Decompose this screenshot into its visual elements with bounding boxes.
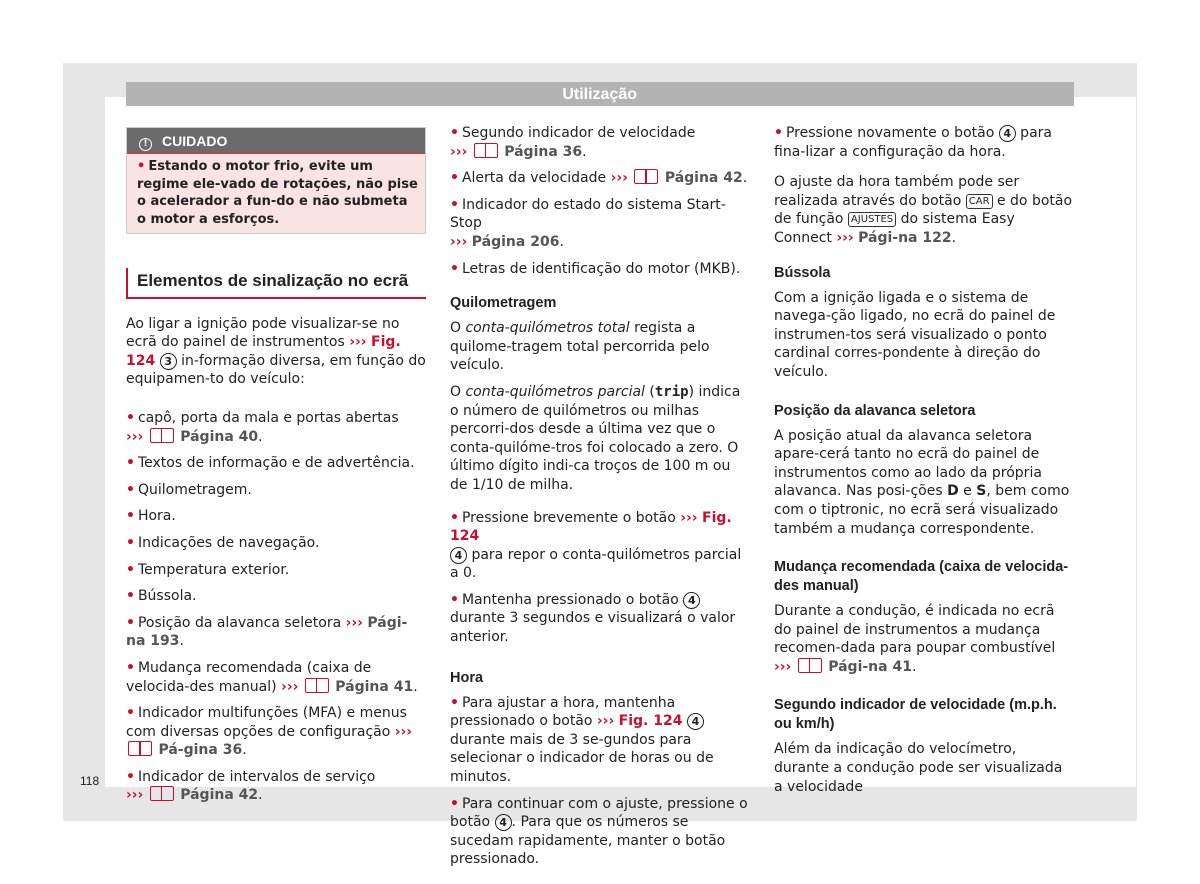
paragraph: O ajuste da hora também pode ser realizada através do botão CAR e do botão de função AJUSTES do sistema Easy Connect ››› Pági-na 122. bbox=[774, 174, 1073, 246]
list-item: • Letras de identificação do motor (MKB). bbox=[450, 260, 741, 277]
figure-link[interactable]: Fig. 124 bbox=[618, 713, 683, 730]
list-item: • Temperatura exterior. bbox=[126, 561, 290, 578]
list-item: • Textos de informação e de advertência. bbox=[126, 455, 415, 472]
chevron-right-icon: ››› bbox=[349, 334, 367, 351]
figure-link[interactable]: Fig. 124 bbox=[450, 509, 732, 545]
list-item: • Alerta da velocidade ››› Página 42. bbox=[450, 170, 748, 187]
subheading-mudanca: Mudança recomendada (caixa de velocida-des manual) bbox=[774, 559, 1069, 595]
callout-number: 4 bbox=[495, 814, 512, 831]
book-icon bbox=[474, 143, 498, 158]
list-item: • Para continuar com o ajuste, pressione o botão 4 . Para que os números se sucedam rapidamente, manter o botão pressionado. bbox=[450, 795, 748, 868]
chevron-right-icon: ››› bbox=[394, 723, 413, 740]
caution-header bbox=[127, 128, 425, 153]
subheading-bussola: Bússola bbox=[774, 264, 831, 281]
chevron-right-icon: ››› bbox=[450, 233, 468, 250]
list-item: • Posição da alavanca seletora ››› Pági-na 193. bbox=[126, 614, 408, 650]
figure-link[interactable]: Fig. 124 bbox=[126, 334, 401, 369]
list-item: • Pressione novamente o botão 4 para fina-lizar a configuração da hora. bbox=[774, 125, 1052, 160]
car-button-key: CAR bbox=[966, 194, 993, 209]
column-2 bbox=[450, 124, 750, 877]
callout-number: 4 bbox=[683, 592, 700, 609]
list-item: • Indicador do estado do sistema Start-Stop ››› Página 206. bbox=[450, 196, 726, 250]
book-icon bbox=[305, 678, 329, 693]
page-link[interactable]: Página 36 bbox=[504, 143, 583, 160]
intro-paragraph: Ao ligar a ignição pode visualizar-se no ecrã do painel de instrumentos ››› Fig. 124 3 in-formação diversa, em função do equipamen-to do veículo: bbox=[126, 315, 426, 388]
chevron-right-icon: ››› bbox=[450, 143, 468, 160]
book-icon bbox=[150, 428, 174, 443]
subheading-hora: Hora bbox=[450, 669, 484, 686]
caution-text: • Estando o motor frio, evite um regime ele-vado de rotações, não pise o acelerador a fun-do e não submeta o motor a esforços. bbox=[127, 153, 425, 233]
paragraph: Com a ignição ligada e o sistema de navega-ção ligado, no ecrã do painel de instrumen-tos será visualizado o ponto cardinal corres-pondente à direção do veículo. bbox=[774, 289, 1056, 380]
chevron-right-icon: ››› bbox=[680, 509, 698, 526]
bullet: • bbox=[137, 159, 146, 174]
column-1 bbox=[126, 124, 426, 813]
chevron-right-icon: ››› bbox=[836, 229, 854, 246]
caution-box bbox=[126, 127, 426, 234]
section-title: Elementos de sinalização no ecrã bbox=[126, 268, 426, 299]
paragraph: O conta-quilómetros total regista a quilome-tragem total percorrida pelo veículo. bbox=[450, 320, 710, 374]
list-item: • Mudança recomendada (caixa de velocida-des manual) ››› Página 41. bbox=[126, 659, 418, 695]
chevron-right-icon: ››› bbox=[774, 658, 792, 675]
chapter-header: Utilização bbox=[126, 82, 1074, 106]
list-item: • Hora. bbox=[126, 508, 176, 525]
page-number: 118 bbox=[80, 774, 100, 788]
chevron-right-icon: ››› bbox=[345, 614, 363, 631]
callout-number: 4 bbox=[450, 547, 467, 564]
caution-title: CUIDADO bbox=[162, 133, 228, 149]
chevron-right-icon: ››› bbox=[610, 170, 628, 187]
list-item: • Indicador multifunções (MFA) e menus com diversas opções de configuração ››› Pá-gina 36. bbox=[126, 705, 413, 759]
list-item: • capô, porta da mala e portas abertas ››› Página 40. bbox=[126, 409, 399, 445]
page-link[interactable]: Pági-na 193 bbox=[126, 614, 408, 650]
book-icon bbox=[150, 786, 174, 801]
page-link[interactable]: Pági-na 122 bbox=[858, 229, 952, 246]
subheading-segundo: Segundo indicador de velocidade (m.p.h. ou km/h) bbox=[774, 697, 1057, 733]
page-link[interactable]: Página 42 bbox=[664, 170, 743, 187]
book-icon bbox=[798, 658, 822, 673]
callout-number: 4 bbox=[999, 125, 1016, 142]
list-item: • Para ajustar a hora, mantenha pressionado o botão ››› Fig. 124 4 durante mais de 3 se-gundos para selecionar o indicador de horas ou de minutos. bbox=[450, 694, 714, 786]
subheading-alavanca: Posição da alavanca seletora bbox=[774, 402, 976, 419]
page-link[interactable]: Página 206 bbox=[471, 233, 560, 250]
paragraph: Durante a condução, é indicada no ecrã do painel de instrumentos a mudança recomen-dada para poupar combustível ››› Pági-na 41. bbox=[774, 603, 1056, 675]
paragraph: O conta-quilómetros parcial (trip) indica o número de quilómetros ou milhas percorri-dos desde a última vez que o conta-quilóme-tros foi colocado a zero. O último dígito indi-ca troços de 100 m ou de 1/10 de milha. bbox=[450, 383, 741, 493]
page-link[interactable]: Página 40 bbox=[180, 428, 259, 445]
list-item: • Pressione brevemente o botão ››› Fig. 124 4 para repor o conta-quilómetros parcial a 0. bbox=[450, 509, 742, 582]
callout-number: 4 bbox=[687, 713, 704, 730]
list-item: • Mantenha pressionado o botão 4 durante 3 segundos e visualizará o valor anterior. bbox=[450, 591, 736, 646]
book-icon bbox=[128, 741, 152, 756]
chevron-right-icon: ››› bbox=[281, 678, 299, 695]
page-link[interactable]: Pá-gina 36 bbox=[158, 742, 243, 759]
list-item: • Indicações de navegação. bbox=[126, 534, 320, 551]
book-icon bbox=[634, 169, 658, 184]
subheading-quilometragem: Quilometragem bbox=[450, 295, 557, 312]
list-item: • Bússola. bbox=[126, 588, 197, 605]
chevron-right-icon: ››› bbox=[596, 713, 615, 730]
paragraph: Além da indicação do velocímetro, durante a condução pode ser visualizada a velocidade bbox=[774, 741, 1063, 795]
list-item: • Quilometragem. bbox=[126, 481, 252, 498]
page-link[interactable]: Página 41 bbox=[335, 678, 414, 695]
callout-number: 3 bbox=[160, 353, 177, 370]
chevron-right-icon: ››› bbox=[126, 428, 144, 445]
paragraph: A posição atual da alavanca seletora apare-cerá tanto no ecrã do painel de instrumentos como ao lado da própria alavanca. Nas posi-ções D e S, bem como com o tiptronic, no ecrã será visualizado também a mudança correspondente. bbox=[774, 427, 1070, 537]
chevron-right-icon: ››› bbox=[126, 787, 144, 804]
info-circle-icon: ! bbox=[139, 138, 152, 151]
page-link[interactable]: Pági-na 41 bbox=[828, 658, 912, 675]
page-link[interactable]: Página 42 bbox=[180, 787, 259, 804]
list-item: • Segundo indicador de velocidade ››› Página 36. bbox=[450, 125, 696, 160]
list-item: • Indicador de intervalos de serviço ››› Página 42. bbox=[126, 768, 376, 804]
ajustes-button-key: AJUSTES bbox=[848, 212, 896, 227]
column-3 bbox=[774, 124, 1074, 804]
